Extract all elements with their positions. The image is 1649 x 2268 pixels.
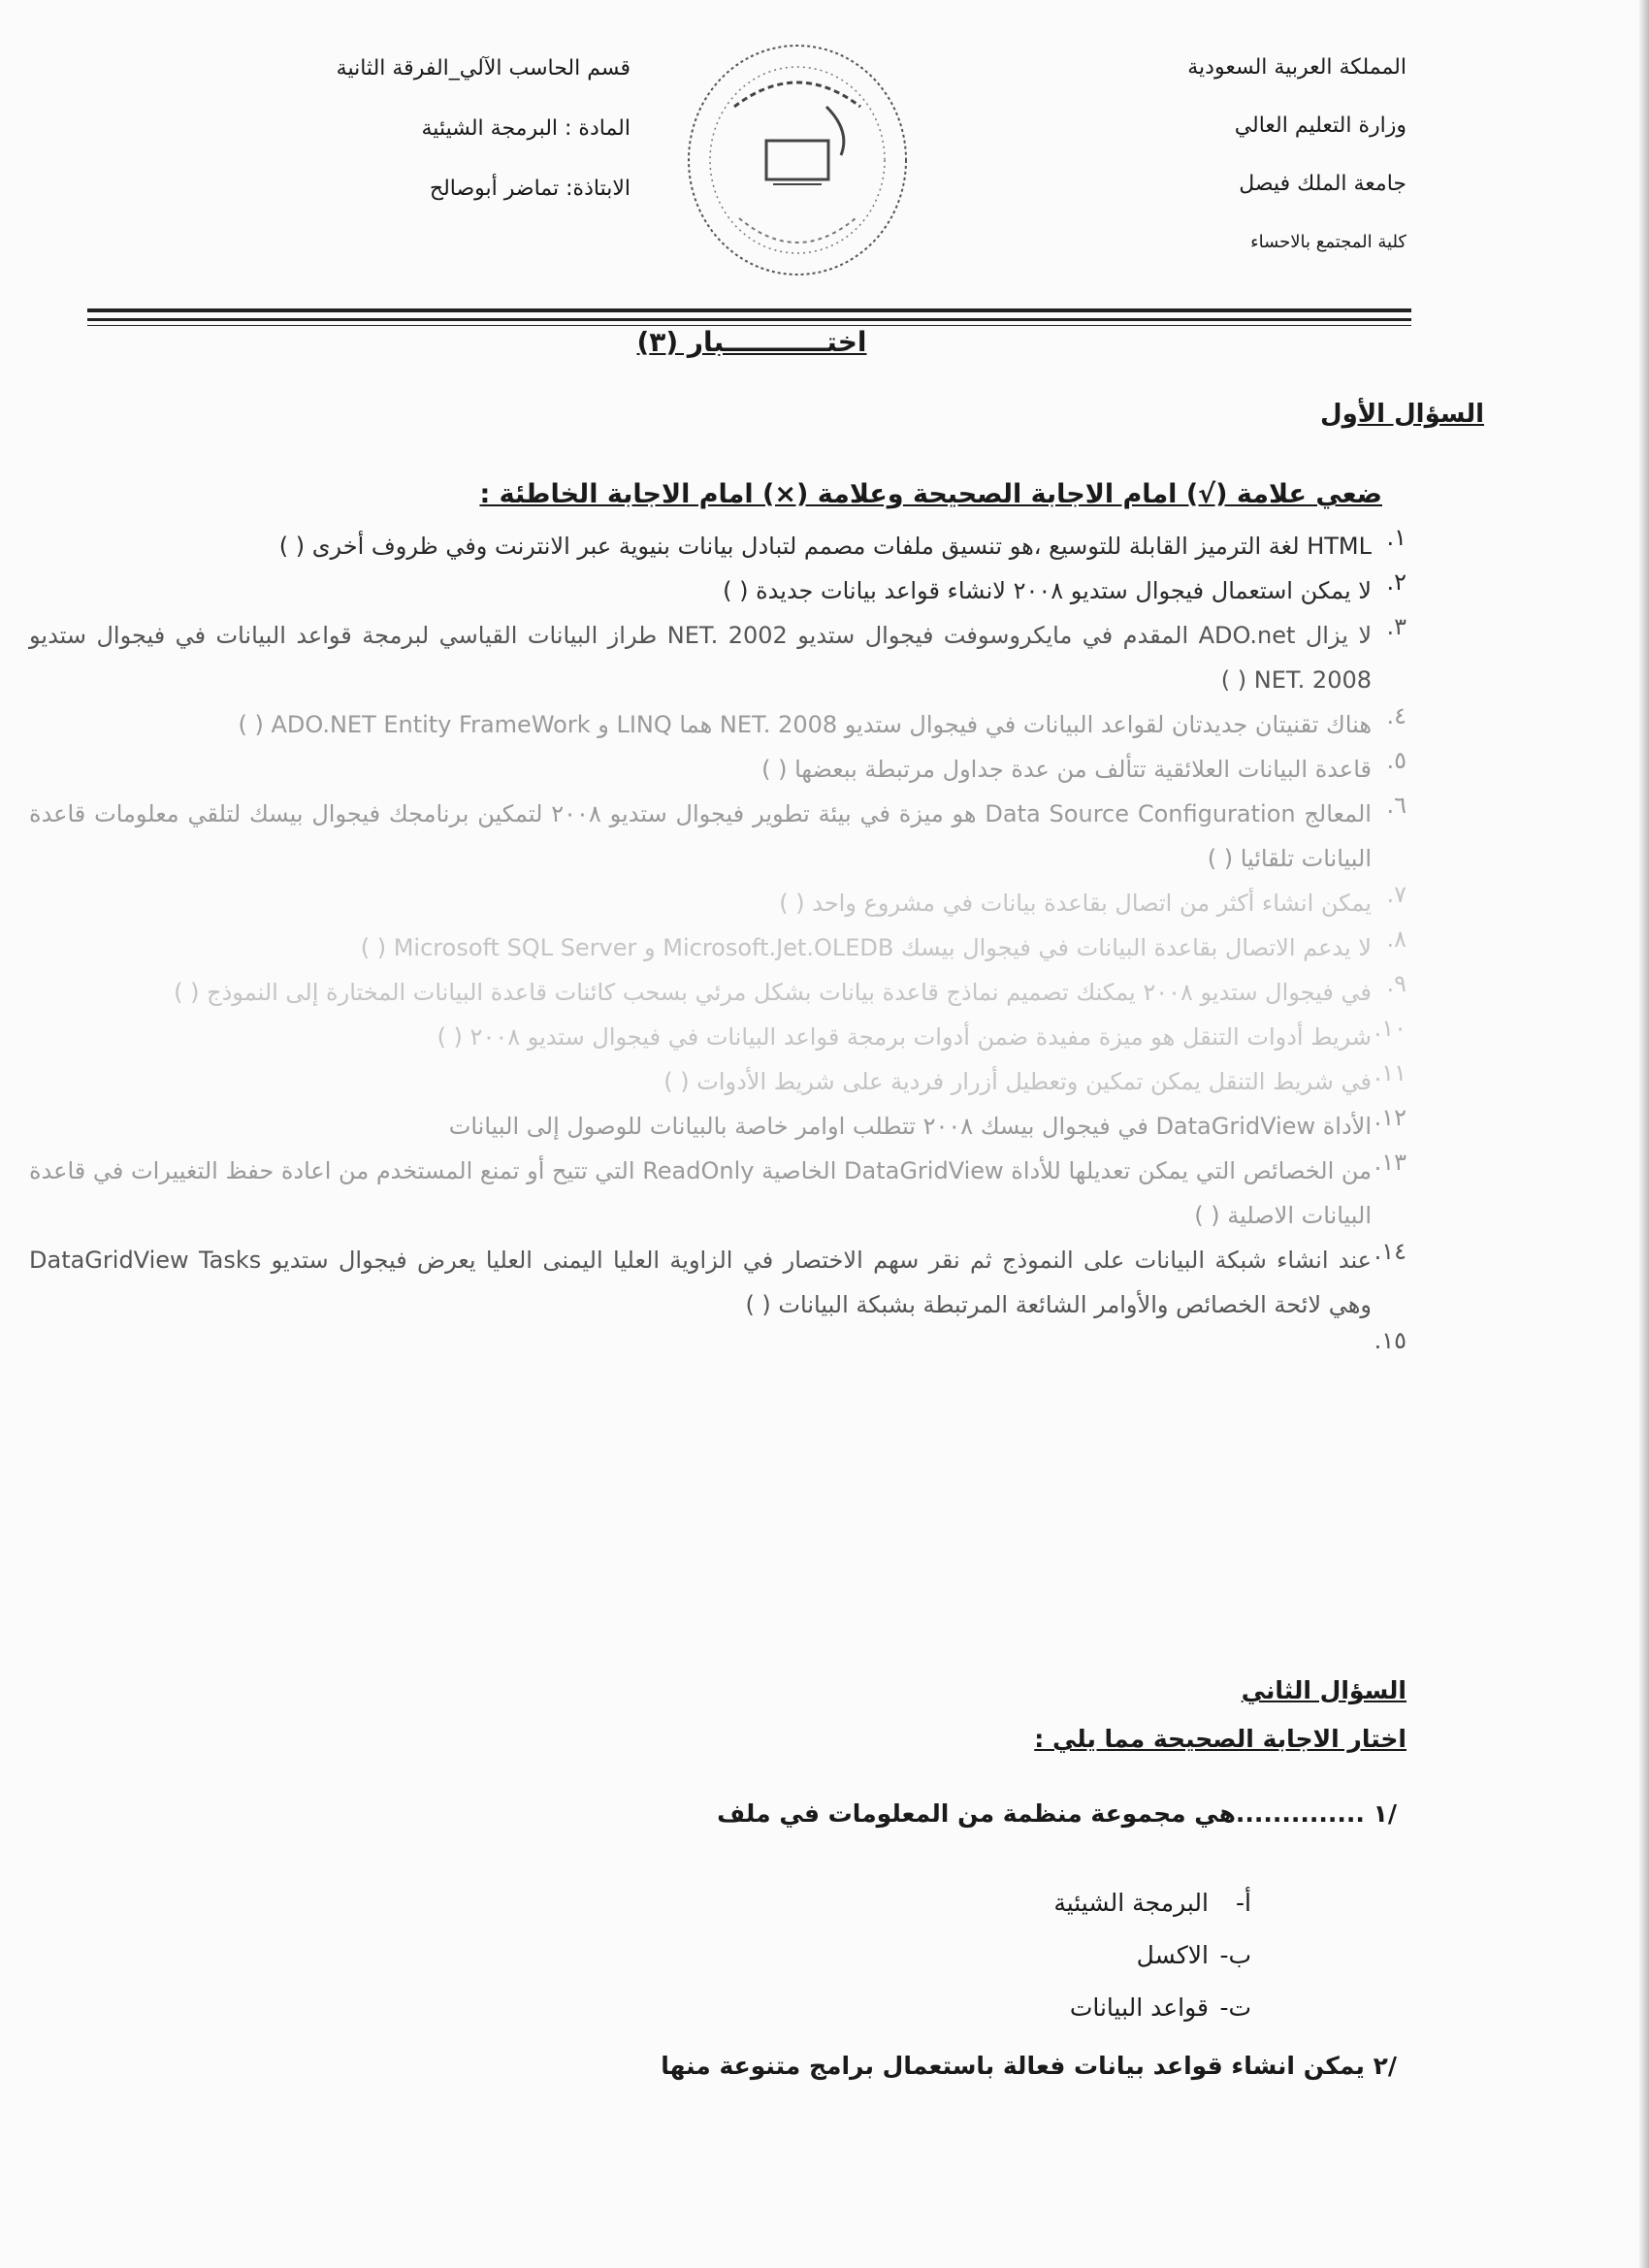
list-item: ١٠. شريط أدوات التنقل هو ميزة مفيدة ضمن أدوات برمجة قواعد البيانات في فيجوال ستديو ٢٠٠٨ ( ) xyxy=(436,1015,1406,1051)
question2-title: السؤال الثاني xyxy=(1241,1676,1406,1704)
list-item: ١٥. xyxy=(1374,1327,1406,1354)
list-item: ٣. لا يزال ADO.net المقدم في مايكروسوفت فيجوال ستديو NET. 2002 طراز البيانات القياسي لبرمجة قواعد البيانات في فيجوال ستديو NET. 2008 ( ) xyxy=(29,613,1406,694)
country-name: المملكة العربية السعودية xyxy=(1187,55,1406,80)
list-item: ١٤. عند انشاء شبكة البيانات على النموذج ثم نقر سهم الاختصار في الزاوية العليا اليمنى العليا يعرض فيجوال ستديو DataGridView Tasks وهي لائحة الخصائص والأوامر الشائعة المرتبطة بشبكة البيانات ( ) xyxy=(29,1238,1406,1318)
header-rule xyxy=(87,318,1411,321)
question1-title: السؤال الأول xyxy=(1320,400,1484,429)
list-item: ٢. لا يمكن استعمال فيجوال ستديو ٢٠٠٨ لانشاء قواعد بيانات جديدة ( ) xyxy=(723,568,1406,604)
list-item: ٥. قاعدة البيانات العلائقية تتألف من عدة جداول مرتبطة ببعضها ( ) xyxy=(761,747,1406,783)
course-header xyxy=(48,39,630,219)
list-item: ١. HTML لغة الترميز القابلة للتوسيع ،هو تنسيق ملفات مصمم لتبادل بيانات بنيوية عبر الانترنت وفي ظروف أخرى ( ) xyxy=(278,524,1406,560)
answer-options xyxy=(1053,1877,1251,2034)
ministry-name: وزارة التعليم العالي xyxy=(1234,113,1406,138)
option-b: ب-الاكسل xyxy=(1136,1941,1251,1969)
exam-title: اختـــــــــــبار (٣) xyxy=(636,326,867,358)
list-item: ١٢. الأداة DataGridView في فيجوال بيسك ٢٠٠٨ تتطلب اوامر خاصة بالبيانات للوصول إلى البيانات xyxy=(448,1104,1406,1140)
teacher-line: الابتاذة: تماضر أبوصالح xyxy=(429,177,630,201)
question1-items xyxy=(29,524,1406,1372)
institution-header xyxy=(1086,39,1406,272)
list-item: ٦. المعالج Data Source Configuration هو ميزة في بيئة تطوير فيجوال ستديو ٢٠٠٨ لتمكين برنامجك فيجوال بيسك لتلقي معلومات قاعدة البيانات تلقائيا ( ) xyxy=(29,792,1406,872)
subject-line: المادة : البرمجة الشيئية xyxy=(421,116,630,141)
university-seal-icon xyxy=(681,39,914,281)
list-item: ٤. هناك تقنيتان جديدتان لقواعد البيانات في فيجوال ستديو NET. 2008 هما LINQ و ADO.NET Entity FrameWork ( ) xyxy=(238,702,1406,738)
list-item: ١١. في شريط التنقل يمكن تمكين وتعطيل أزرار فردية على شريط الأدوات ( ) xyxy=(663,1059,1406,1095)
question1-instruction: ضعي علامة (√) امام الاجابة الصحيحة وعلامة (×) امام الاجابة الخاطئة : xyxy=(479,479,1382,509)
question2-item-2: /٢ يمكن انشاء قواعد بيانات فعالة باستعمال برامج متنوعة منها xyxy=(661,2052,1397,2080)
list-item: ١٣. من الخصائص التي يمكن تعديلها للأداة DataGridView الخاصية ReadOnly التي تتيح أو تمنع المستخدم من اعادة حفظ التغييرات في قاعدة البيانات الاصلية ( ) xyxy=(29,1149,1406,1229)
header-rule xyxy=(87,308,1411,312)
college-name: كلية المجتمع بالاحساء xyxy=(1250,232,1406,252)
department-line: قسم الحاسب الآلي_الفرقة الثانية xyxy=(336,56,630,81)
scan-edge-shadow xyxy=(1639,0,1649,2268)
question2-instruction: اختار الاجابة الصحيحة مما يلي : xyxy=(1034,1725,1406,1753)
university-name: جامعة الملك فيصل xyxy=(1239,172,1406,196)
option-a: أ-البرمجة الشيئية xyxy=(1053,1889,1251,1917)
question2-item-1: /١ ..............هي مجموعة منظمة من المعلومات في ملف xyxy=(717,1799,1397,1828)
list-item: ٧. يمكن انشاء أكثر من اتصال بقاعدة بيانات في مشروع واحد ( ) xyxy=(779,881,1406,917)
list-item: ٩. في فيجوال ستديو ٢٠٠٨ يمكنك تصميم نماذج قاعدة بيانات بشكل مرئي بسحب كائنات قاعدة البيانات المختارة إلى النموذج ( ) xyxy=(174,970,1406,1006)
option-c: ت-قواعد البيانات xyxy=(1069,1993,1251,2022)
list-item: ٨. لا يدعم الاتصال بقاعدة البيانات في فيجوال بيسك Microsoft.Jet.OLEDB و Microsoft SQL Server ( ) xyxy=(360,925,1406,961)
